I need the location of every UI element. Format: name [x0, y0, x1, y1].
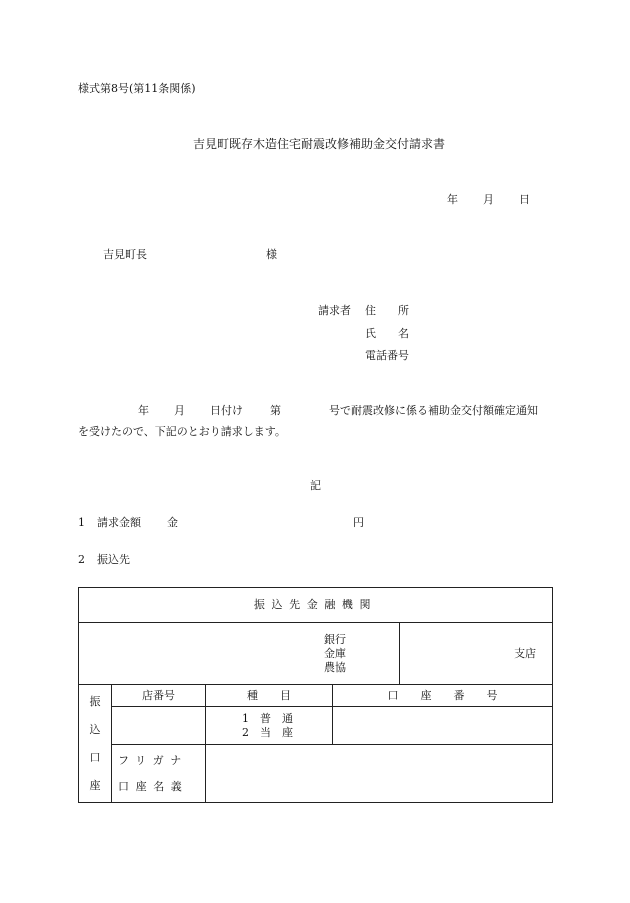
- phone-label: 電話番号: [365, 349, 409, 362]
- side-char-2: 込: [89, 722, 101, 736]
- type-option-current: 2 当 座: [242, 725, 293, 739]
- account-holder-label: 口座名義: [118, 779, 189, 793]
- body-dated: 日付け: [210, 404, 243, 417]
- bank-name-cell[interactable]: [79, 623, 400, 685]
- ki-heading: 記: [310, 479, 321, 492]
- date-day: 日: [519, 193, 530, 206]
- bank-type-bank: 銀行: [324, 632, 346, 646]
- account-type-options[interactable]: [206, 707, 333, 745]
- col-account-type: 種 目: [206, 685, 333, 707]
- form-number: 様式第8号(第11条関係): [78, 82, 196, 95]
- body-line2: を受けたので、下記のとおり請求します。: [78, 425, 286, 438]
- store-number-field[interactable]: [112, 707, 206, 745]
- address-label: 住 所: [365, 304, 409, 317]
- body-number-prefix: 第: [270, 404, 281, 417]
- account-number-field[interactable]: [333, 707, 553, 745]
- col-store-number: 店番号: [112, 685, 206, 707]
- item1-label: 請求金額: [97, 516, 141, 529]
- col-account-number: 口 座 番 号: [333, 685, 553, 707]
- body-line1-rest: 号で耐震改修に係る補助金交付額確定通知: [329, 404, 538, 417]
- bank-table: [78, 587, 553, 803]
- bank-header-text: 振込先金融機関: [253, 598, 378, 611]
- bank-table-header: [79, 588, 553, 623]
- furigana-label: フリガナ: [118, 753, 188, 767]
- item2-label: 振込先: [97, 553, 130, 566]
- transfer-account-side-label: [79, 685, 112, 803]
- bank-type-shinkin: 金庫: [324, 646, 346, 660]
- addressee-name: 吉見町長: [103, 248, 147, 261]
- date-month: 月: [483, 193, 494, 206]
- item1-number: 1: [78, 516, 85, 529]
- account-holder-field[interactable]: [206, 745, 553, 803]
- side-char-4: 座: [89, 778, 101, 792]
- addressee-honorific: 様: [266, 248, 277, 261]
- name-label: 氏 名: [365, 327, 409, 340]
- bank-type-nokyo: 農協: [324, 660, 346, 674]
- body-month: 月: [174, 404, 185, 417]
- requester-label: 請求者: [318, 304, 351, 317]
- item2-number: 2: [78, 553, 85, 566]
- holder-labels-cell: [112, 745, 206, 803]
- side-char-1: 振: [89, 694, 101, 708]
- body-year: 年: [138, 404, 149, 417]
- document-title: 吉見町既存木造住宅耐震改修補助金交付請求書: [193, 137, 446, 151]
- type-option-ordinary: 1 普 通: [242, 711, 293, 725]
- date-year: 年: [447, 193, 458, 206]
- branch-cell[interactable]: [400, 623, 553, 685]
- item1-yen: 円: [353, 516, 364, 529]
- side-char-3: 口: [89, 750, 101, 764]
- branch-label: 支店: [514, 646, 537, 660]
- item1-kin: 金: [167, 516, 178, 529]
